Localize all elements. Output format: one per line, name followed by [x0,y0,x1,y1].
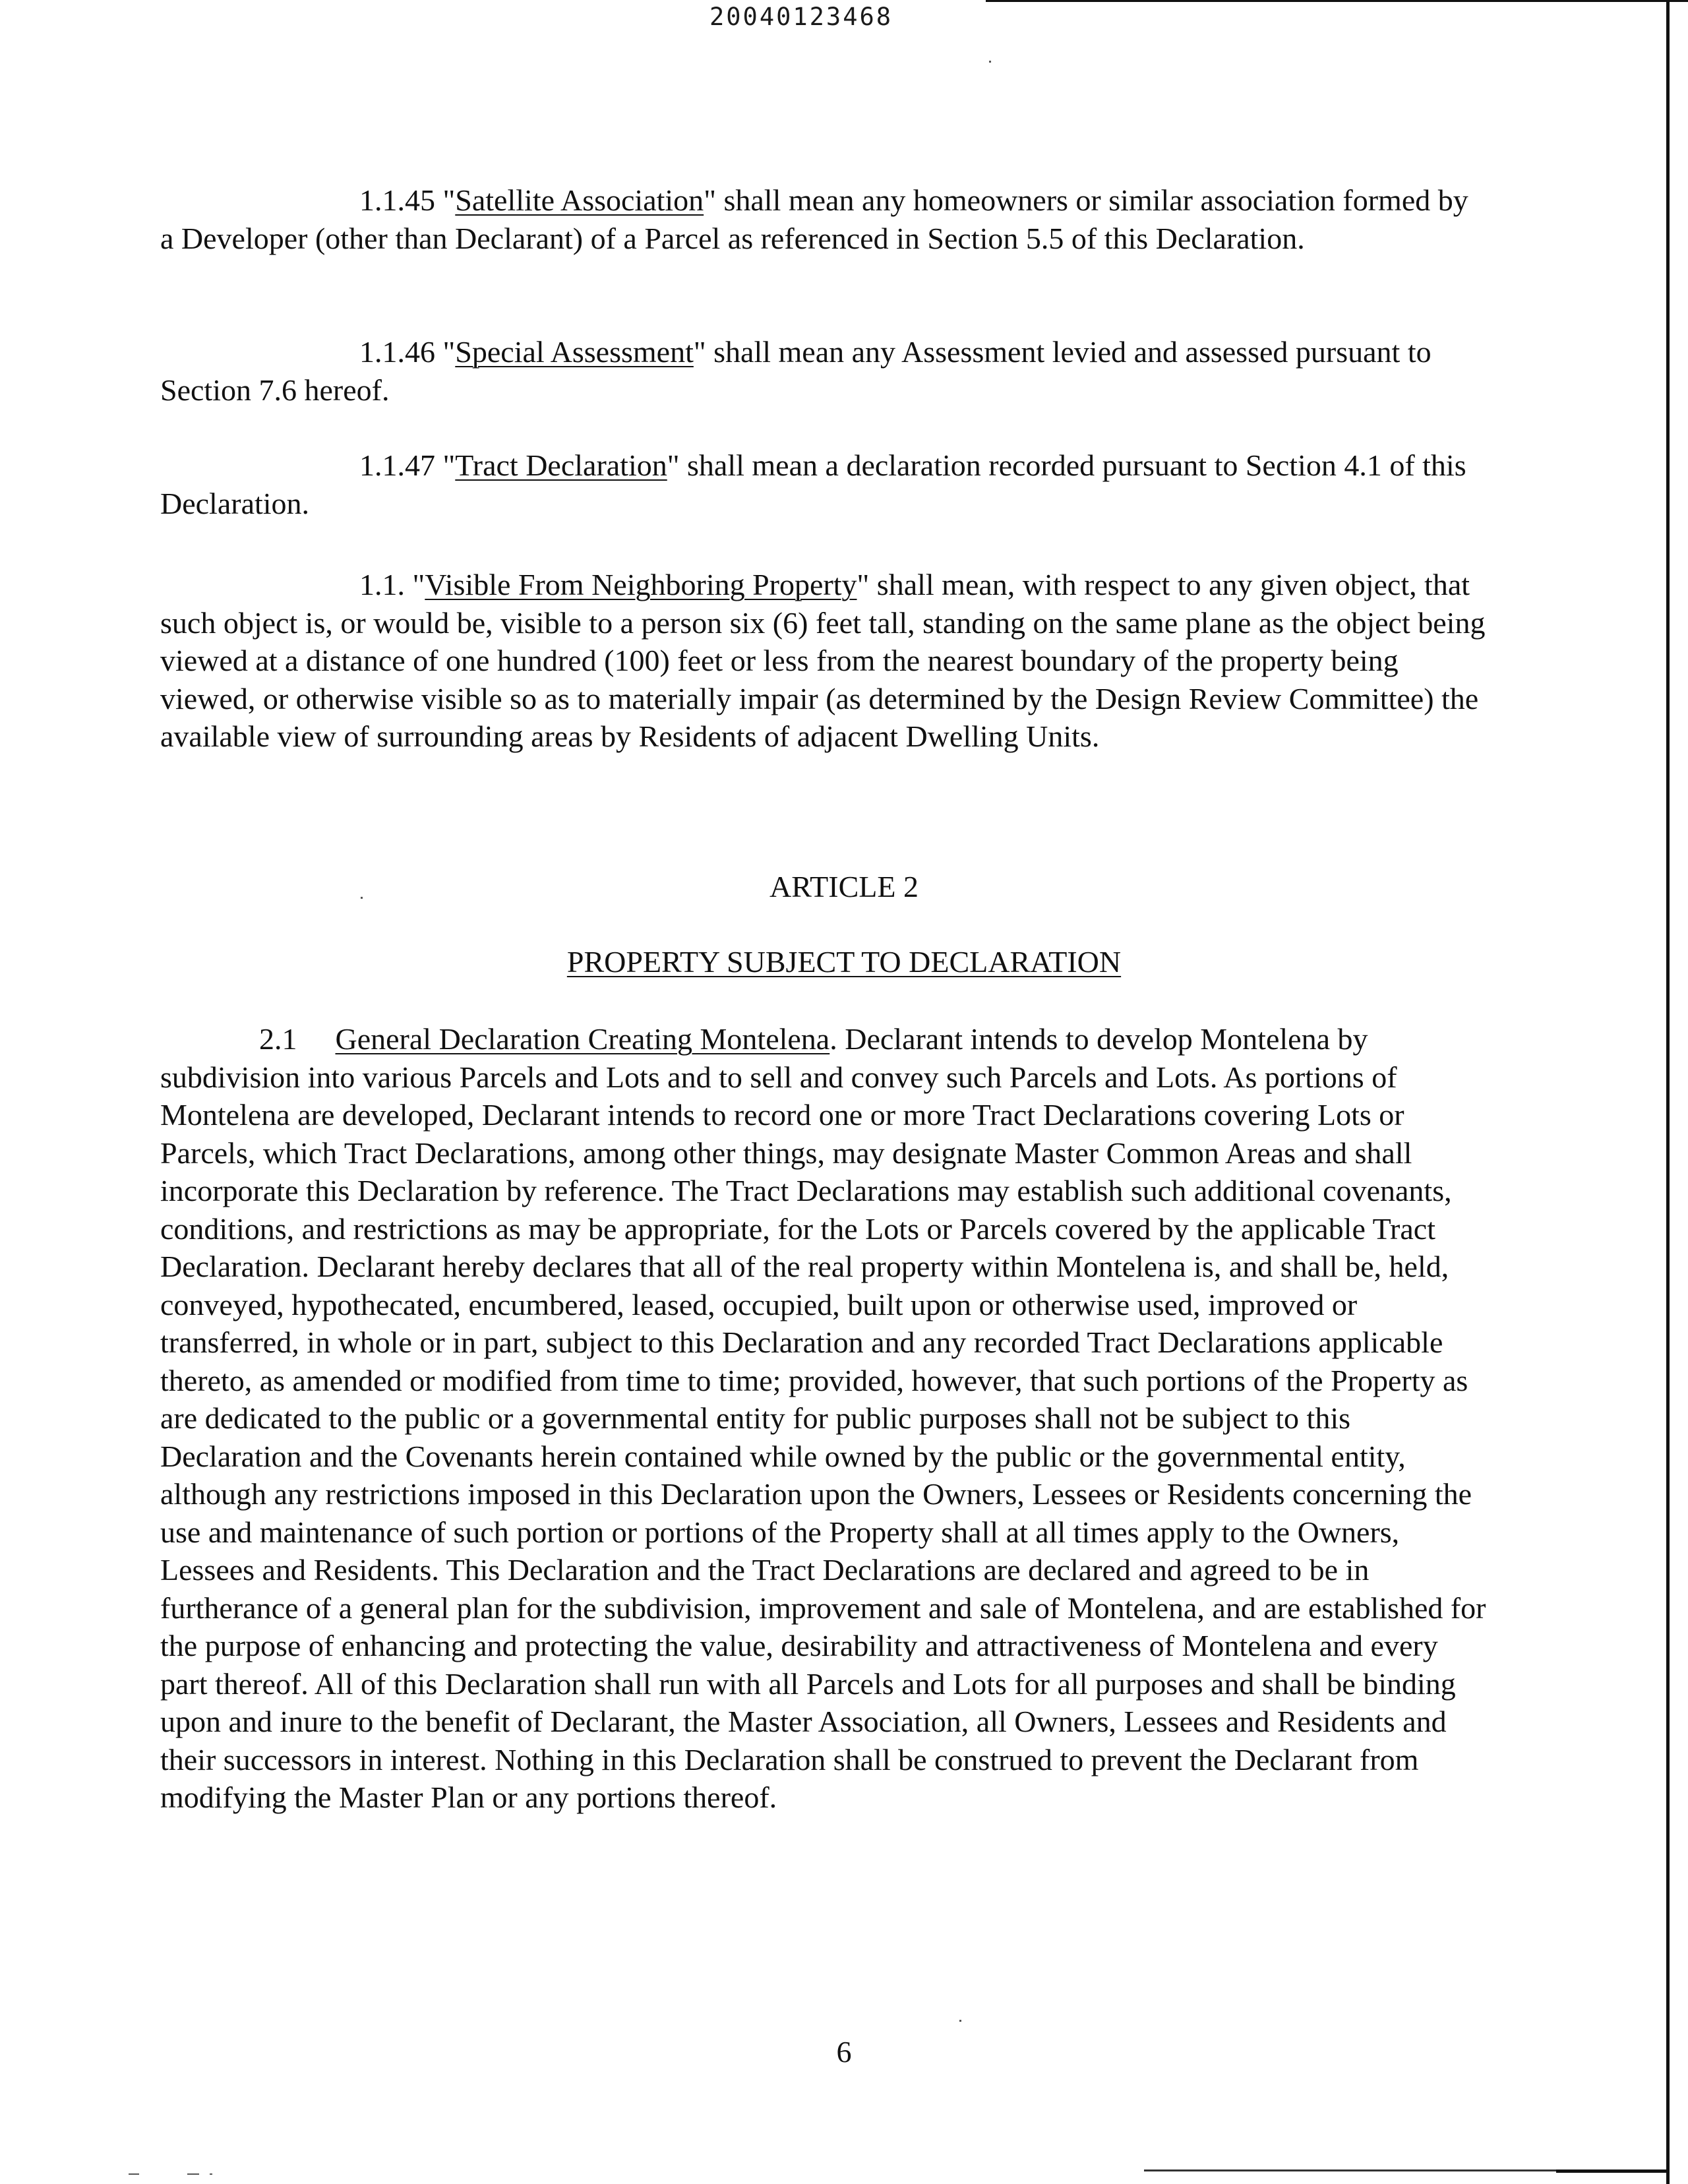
top-border-rule [986,0,1688,2]
definition-text: " shall mean a declaration recorded pursuant to Section 4.1 of this Declaration. [160,448,1466,520]
bottom-border-rule-heavy [1556,2169,1668,2173]
scan-speck [959,2020,961,2022]
definition-number: 1.1.47 [359,448,435,482]
article-title-text: PROPERTY SUBJECT TO DECLARATION [566,945,1122,979]
definition-visible-from-neighboring-property: 1.1. "Visible From Neighboring Property" shall mean, with respect to any given object, that such object is, or would be, visible to a person six (6) feet tall, standing on the same plane as the object being viewed at a distance of one hundred (100) feet or less from the nearest boundary of the property being viewed, or otherwise visible so as to materially impair (as determined by the Design Review Committee) the available view of surrounding areas by Residents of adjacent Dwelling Units. [160,568,1486,753]
definition-satellite-association: 1.1.45 "Satellite Association" shall mean any homeowners or similar association formed by a Developer (other than Declarant) of a Parcel as referenced in Section 5.5 of this Declaration. [160,183,1468,255]
definition-text: " shall mean any Assessment levied and assessed pursuant to Section 7.6 hereof. [160,335,1432,407]
definition-number: 1.1.45 [359,183,435,217]
definition-special-assessment: 1.1.46 "Special Assessment" shall mean any Assessment levied and assessed pursuant to Section 7.6 hereof. [160,335,1432,407]
definition-term: Special Assessment [455,335,694,369]
definition-number: 1.1.46 [359,335,435,369]
article-heading: ARTICLE 2 [769,870,919,903]
scan-speck [989,61,991,63]
definition-text: " shall mean any homeowners or similar association formed by a Developer (other than Declarant) of a Parcel as referenced in Section 5.5 of this Declaration. [160,183,1468,255]
section-number: 2.1 [259,1022,297,1056]
recording-number: 20040123468 [709,3,893,31]
definition-text: " shall mean, with respect to any given object, that such object is, or would be, visible to a person six (6) feet tall, standing on the same plane as the object being viewed at a distance of one hundred (100) feet or less from the nearest boundary of the property being viewed, or otherwise visible so as to materially impair (as determined by the Design Review Committee) the available view of surrounding areas by Residents of adjacent Dwelling Units. [160,568,1486,753]
definition-term: Satellite Association [455,183,704,217]
definition-tract-declaration: 1.1.47 "Tract Declaration" shall mean a declaration recorded pursuant to Section 4.1 of this Declaration. [160,448,1466,520]
page-number: 6 [836,2035,852,2069]
definition-term: Visible From Neighboring Property [425,568,857,601]
scan-speck [129,2173,139,2175]
article-title [0,944,1688,979]
scan-speck [210,2173,212,2175]
definition-number: 1.1. [359,568,405,601]
section-body: . Declarant intends to develop Montelena by subdivision into various Parcels and Lots and to sell and convey such Parcels and Lots. As portions of Montelena are developed, Declarant intends to record one or more Tract Declarations covering Lots or Parcels, which Tract Declarations, among other things, may designate Master Common Areas and shall incorporate this Declaration by reference. The Tract Declarations may establish such additional covenants, conditions, and restrictions as may be appropriate, for the Lots or Parcels covered by the applicable Tract Declaration. Declarant hereby declares that all of the real property within Montelena is, and shall be, held, conveyed, hypothecated, encumbered, leased, occupied, built upon or otherwise used, improved or transferred, in whole or in part, subject to this Declaration and any recorded Tract Declarations applicable thereto, as amended or modified from time to time; provided, however, that such portions of the Property as are dedicated to the public or a governmental entity for public purposes shall not be subject to this Declaration and the Covenants herein contained while owned by the public or the governmental entity, although any restrictions imposed in this Declaration upon the Owners, Lessees or Residents concerning the use and maintenance of such portion or portions of the Property shall at all times apply to the Owners, Lessees and Residents. This Declaration and the Tract Declarations are declared and agreed to be in furtherance of a general plan for the subdivision, improvement and sale of Montelena, and are established for the purpose of enhancing and protecting the value, desirability and attractiveness of Montelena and every part thereof. All of this Declaration shall run with all Parcels and Lots for all purposes and shall be binding upon and inure to the benefit of Declarant, the Master Association, all Owners, Lessees and Residents and their successors in interest. Nothing in this Declaration shall be construed to prevent the Declarant from modifying the Master Plan or any portions thereof. [160,1022,1486,1814]
definition-term: Tract Declaration [455,448,667,482]
section-heading: General Declaration Creating Montelena [335,1022,830,1056]
scan-speck [187,2173,199,2175]
right-border-rule [1666,0,1670,2184]
section-2-1 [160,1020,1487,1817]
